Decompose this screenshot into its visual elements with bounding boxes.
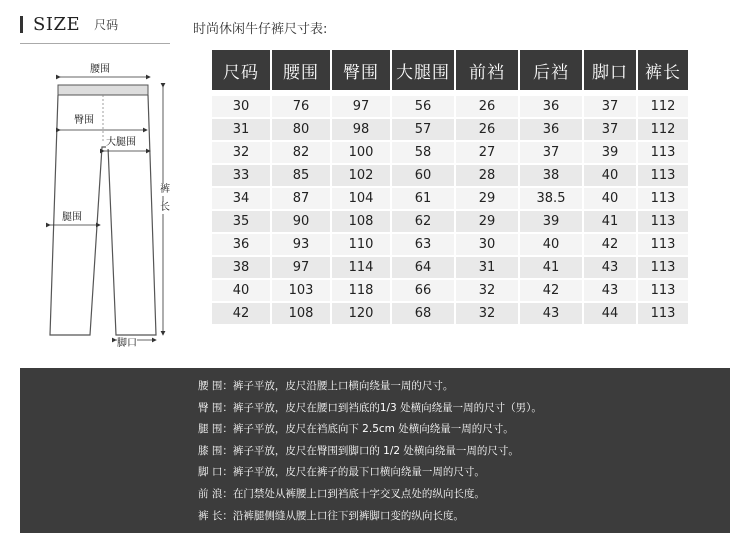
cell: 32 (456, 280, 518, 303)
cell: 42 (520, 280, 582, 303)
cell: 102 (332, 165, 390, 188)
note-knee: 膝 围：裤子平放，皮尺在臀围到脚口的 1/2 处横向绕量一周的尺寸。 (198, 444, 519, 457)
cell: 38 (520, 165, 582, 188)
cell: 63 (392, 234, 454, 257)
cell: 112 (638, 119, 688, 142)
header-length: 裤长 (638, 50, 688, 96)
cell: 39 (520, 211, 582, 234)
cell: 31 (212, 119, 270, 142)
cell: 36 (520, 96, 582, 119)
cell: 56 (392, 96, 454, 119)
cell: 34 (212, 188, 270, 211)
header-hip: 臀围 (332, 50, 390, 96)
cell: 42 (212, 303, 270, 326)
cell: 93 (272, 234, 330, 257)
cell: 26 (456, 96, 518, 119)
cell: 29 (456, 211, 518, 234)
header-bar (20, 16, 23, 33)
header-back-rise: 后裆 (520, 50, 582, 96)
header-leg-opening: 脚口 (584, 50, 636, 96)
cell: 40 (584, 165, 636, 188)
cell: 30 (456, 234, 518, 257)
note-front-rise: 前 浪：在门禁处从裤腰上口到裆底十字交叉点处的纵向长度。 (198, 487, 485, 500)
table-row (212, 96, 688, 119)
cell: 29 (456, 188, 518, 211)
cell: 113 (638, 165, 688, 188)
cell: 38 (212, 257, 270, 280)
notes-list (198, 376, 542, 527)
cell: 44 (584, 303, 636, 326)
waist-label: 腰围 (90, 64, 110, 75)
cell: 43 (584, 280, 636, 303)
cell: 66 (392, 280, 454, 303)
cell: 31 (456, 257, 518, 280)
cell: 57 (392, 119, 454, 142)
cell: 100 (332, 142, 390, 165)
cell: 110 (332, 234, 390, 257)
cell: 32 (456, 303, 518, 326)
cell: 113 (638, 211, 688, 234)
waistband (58, 85, 148, 95)
table-row (212, 303, 688, 326)
note-length: 裤 长：沿裤腿侧缝从腰上口往下到裤脚口变的纵向长度。 (198, 509, 464, 522)
table-row (212, 211, 688, 234)
cell: 108 (332, 211, 390, 234)
cell: 27 (456, 142, 518, 165)
cell: 68 (392, 303, 454, 326)
cell: 26 (456, 119, 518, 142)
cell: 35 (212, 211, 270, 234)
cell: 114 (332, 257, 390, 280)
table-row (212, 188, 688, 211)
header-divider (20, 43, 170, 44)
cell: 113 (638, 142, 688, 165)
length-label-1: 裤 (160, 184, 170, 195)
table-row (212, 142, 688, 165)
cell: 64 (392, 257, 454, 280)
table-row (212, 119, 688, 142)
cell: 39 (584, 142, 636, 165)
cell: 37 (584, 96, 636, 119)
cell: 112 (638, 96, 688, 119)
size-table-header-row (212, 50, 688, 96)
header-title-cn: 尺码 (94, 17, 119, 32)
cell: 37 (584, 119, 636, 142)
cell: 104 (332, 188, 390, 211)
pants-diagram (20, 55, 190, 355)
size-chart-title: 时尚休闲牛仔裤尺寸表: (193, 22, 328, 37)
cell: 40 (520, 234, 582, 257)
thigh-label: 大腿围 (106, 137, 136, 148)
cell: 118 (332, 280, 390, 303)
header-waist: 腰围 (272, 50, 330, 96)
cell: 40 (212, 280, 270, 303)
table-row (212, 234, 688, 257)
header-title-en: SIZE (33, 13, 81, 35)
cell: 41 (520, 257, 582, 280)
table-row (212, 165, 688, 188)
cell: 103 (272, 280, 330, 303)
measurement-notes-panel (20, 368, 730, 533)
cell: 85 (272, 165, 330, 188)
leg-opening-label: 脚口 (117, 338, 137, 349)
cell: 80 (272, 119, 330, 142)
cell: 42 (584, 234, 636, 257)
cell: 120 (332, 303, 390, 326)
cell: 36 (520, 119, 582, 142)
note-hip: 臀 围：裤子平放，皮尺在腰口到裆底的1/3 处横向绕量一周的尺寸（男）。 (198, 401, 542, 414)
cell: 76 (272, 96, 330, 119)
table-row (212, 280, 688, 303)
cell: 33 (212, 165, 270, 188)
cell: 113 (638, 234, 688, 257)
table-row (212, 257, 688, 280)
cell: 43 (584, 257, 636, 280)
cell: 97 (332, 96, 390, 119)
cell: 113 (638, 257, 688, 280)
cell: 61 (392, 188, 454, 211)
cell: 30 (212, 96, 270, 119)
cell: 97 (272, 257, 330, 280)
note-thigh: 腿 围：裤子平放，皮尺在裆底向下 2.5cm 处横向绕量一周的尺寸。 (198, 423, 514, 436)
cell: 32 (212, 142, 270, 165)
cell: 58 (392, 142, 454, 165)
header-size: 尺码 (212, 50, 270, 96)
header-front-rise: 前裆 (456, 50, 518, 96)
knee-label: 腿围 (62, 212, 82, 223)
section-header (20, 12, 118, 36)
cell: 60 (392, 165, 454, 188)
note-waist: 腰 围：裤子平放，皮尺沿腰上口横向绕量一周的尺寸。 (198, 380, 454, 392)
cell: 38.5 (520, 188, 582, 211)
note-leg-opening: 脚 口：裤子平放，皮尺在裤子的最下口横向绕量一周的尺寸。 (198, 466, 485, 479)
cell: 90 (272, 211, 330, 234)
size-table (210, 50, 690, 326)
cell: 82 (272, 142, 330, 165)
cell: 113 (638, 303, 688, 326)
hip-label: 臀围 (74, 115, 94, 126)
length-label-2: 长 (160, 202, 170, 213)
cell: 40 (584, 188, 636, 211)
cell: 113 (638, 280, 688, 303)
cell: 36 (212, 234, 270, 257)
cell: 113 (638, 188, 688, 211)
cell: 108 (272, 303, 330, 326)
cell: 62 (392, 211, 454, 234)
cell: 87 (272, 188, 330, 211)
cell: 41 (584, 211, 636, 234)
header-thigh: 大腿围 (392, 50, 454, 96)
cell: 43 (520, 303, 582, 326)
cell: 98 (332, 119, 390, 142)
cell: 37 (520, 142, 582, 165)
cell: 28 (456, 165, 518, 188)
